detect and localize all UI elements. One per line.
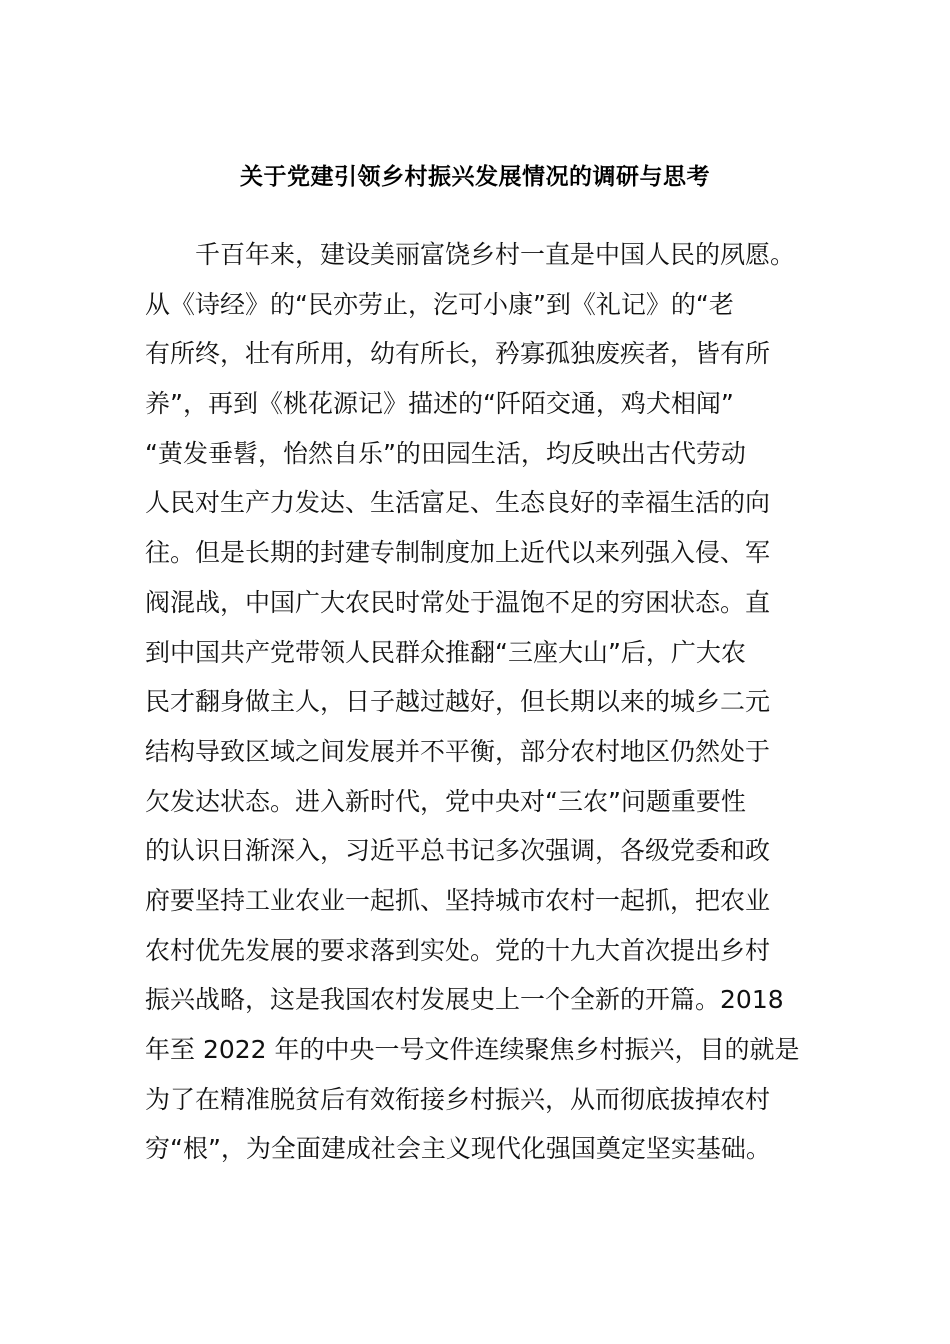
paragraph-line: 阀混战，中国广大农民时常处于温饱不足的穷困状态。直 bbox=[145, 587, 771, 617]
body-paragraph bbox=[145, 230, 810, 1174]
paragraph-line: “黄发垂髫，怡然自乐”的田园生活，均反映出古代劳动 bbox=[145, 438, 746, 468]
paragraph-line: 振兴战略，这是我国农村发展史上一个全新的开篇。2018 bbox=[145, 985, 784, 1015]
paragraph-line: 穷“根”，为全面建成社会主义现代化强国奠定坚实基础。 bbox=[145, 1134, 771, 1164]
paragraph-line: 往。但是长期的封建专制制度加上近代以来列强入侵、军 bbox=[145, 538, 771, 568]
paragraph-line: 的认识日渐深入，习近平总书记多次强调，各级党委和政 bbox=[145, 836, 771, 866]
paragraph-line: 为了在精准脱贫后有效衔接乡村振兴，从而彻底拔掉农村 bbox=[145, 1084, 771, 1114]
paragraph-line: 有所终，壮有所用，幼有所长，矜寡孤独废疾者，皆有所 bbox=[145, 339, 771, 369]
document-title: 关于党建引领乡村振兴发展情况的调研与思考 bbox=[240, 164, 710, 190]
paragraph-line: 结构导致区域之间发展并不平衡，部分农村地区仍然处于 bbox=[145, 736, 771, 766]
paragraph-line: 府要坚持工业农业一起抓、坚持城市农村一起抓，把农业 bbox=[145, 885, 771, 915]
paragraph-line: 千百年来，建设美丽富饶乡村一直是中国人民的夙愿。 bbox=[195, 240, 796, 269]
paragraph-line: 民才翻身做主人，日子越过越好，但长期以来的城乡二元 bbox=[145, 687, 771, 717]
paragraph-line: 从《诗经》的“民亦劳止，汔可小康”到《礼记》的“老 bbox=[145, 289, 734, 319]
paragraph-line: 农村优先发展的要求落到实处。党的十九大首次提出乡村 bbox=[145, 935, 771, 965]
paragraph-line: 人民对生产力发达、生活富足、生态良好的幸福生活的向 bbox=[145, 488, 771, 518]
paragraph-line: 到中国共产党带领人民群众推翻“三座大山”后，广大农 bbox=[145, 637, 746, 667]
paragraph-line: 欠发达状态。进入新时代，党中央对“三农”问题重要性 bbox=[145, 786, 746, 816]
paragraph-line: 年至 2022 年的中央一号文件连续聚焦乡村振兴，目的就是 bbox=[145, 1035, 800, 1064]
paragraph-line: 养”，再到《桃花源记》描述的“阡陌交通，鸡犬相闻” bbox=[145, 389, 734, 419]
